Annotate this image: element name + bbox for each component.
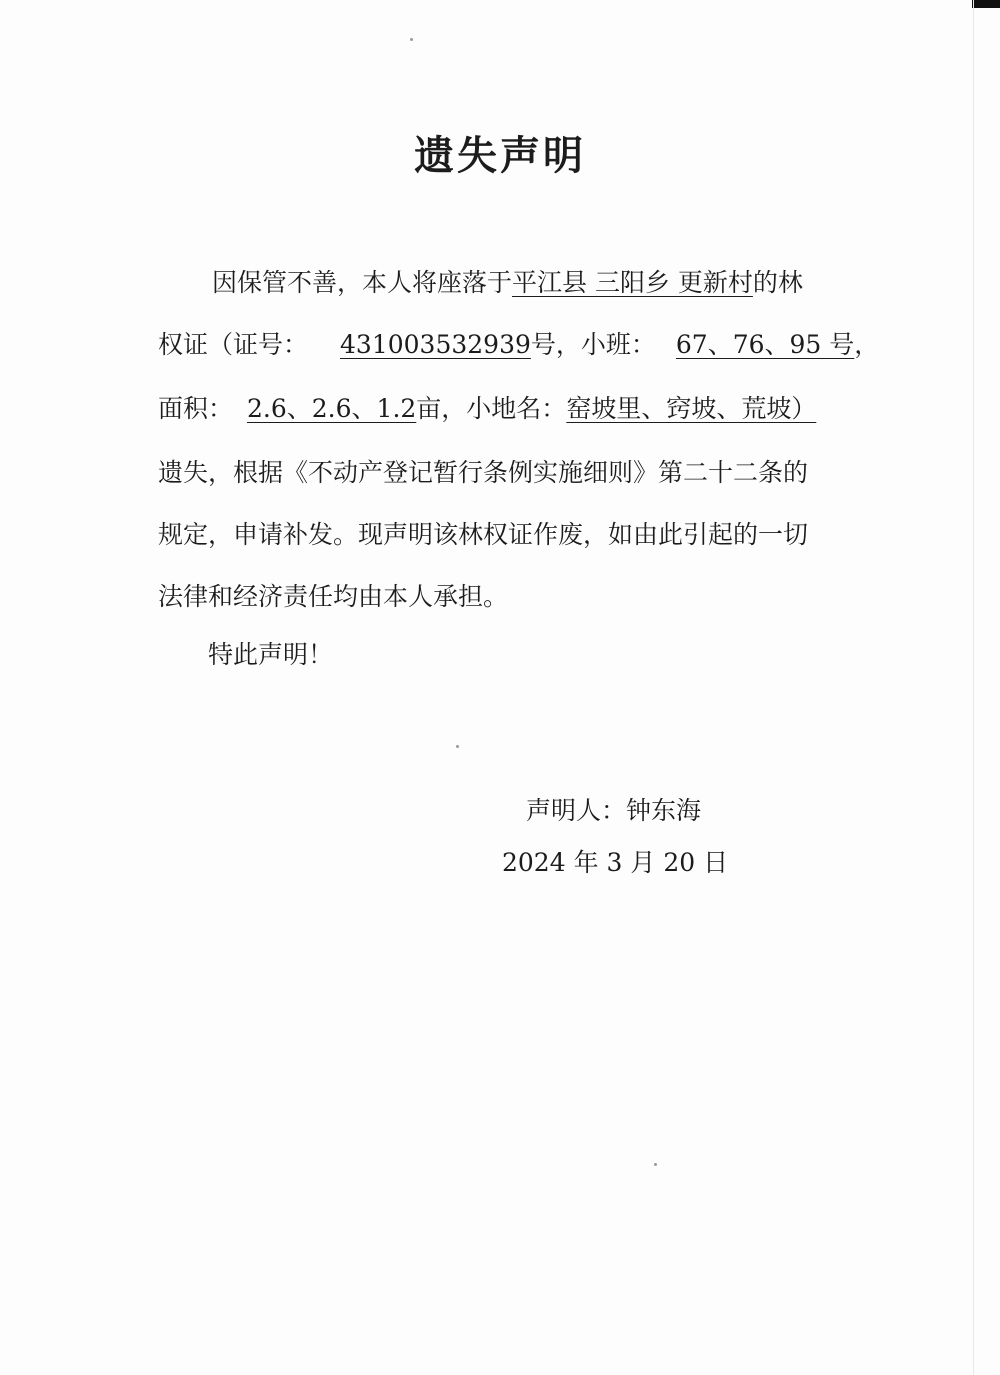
body-line-1 bbox=[212, 266, 803, 300]
declaration-date: 2024 年 3 月 20 日 bbox=[502, 848, 729, 877]
declarant-signature: 声明人：钟东海 bbox=[526, 796, 702, 825]
body-line-5: 规定，申请补发。现声明该林权证作废，如由此引起的一切 bbox=[158, 520, 809, 549]
scan-speck bbox=[456, 745, 459, 748]
plot-numbers-field: 67、76、95 号 bbox=[675, 330, 855, 359]
body-line-4: 遗失，根据《不动产登记暂行条例实施细则》第二十二条的 bbox=[158, 458, 809, 487]
place-names-field: 窑坡里、窍坡、荒坡） bbox=[566, 394, 817, 423]
body-text: 权证（证号： bbox=[158, 330, 309, 359]
body-text: 的林 bbox=[752, 268, 803, 297]
location-field: 平江县 三阳乡 更新村 bbox=[512, 268, 753, 297]
body-text: 因保管不善，本人将座落于 bbox=[212, 268, 513, 297]
area-field: 2.6、2.6、1.2 bbox=[247, 394, 417, 423]
document-title: 遗失声明 bbox=[414, 132, 586, 179]
closing-statement: 特此声明！ bbox=[208, 640, 334, 669]
scan-speck bbox=[410, 38, 413, 41]
scan-speck bbox=[654, 1163, 657, 1166]
scan-corner-mark bbox=[972, 0, 1000, 8]
certificate-number-field: 431003532939 bbox=[340, 330, 531, 359]
body-text: 亩，小地名： bbox=[416, 394, 567, 423]
body-line-6: 法律和经济责任均由本人承担。 bbox=[158, 582, 509, 611]
body-line-2 bbox=[158, 328, 879, 362]
scan-edge-line bbox=[973, 0, 974, 1375]
body-text: 面积： bbox=[158, 394, 234, 423]
body-text: 号，小班： bbox=[530, 330, 656, 359]
body-line-3 bbox=[158, 392, 816, 426]
body-text: ， bbox=[854, 330, 880, 359]
